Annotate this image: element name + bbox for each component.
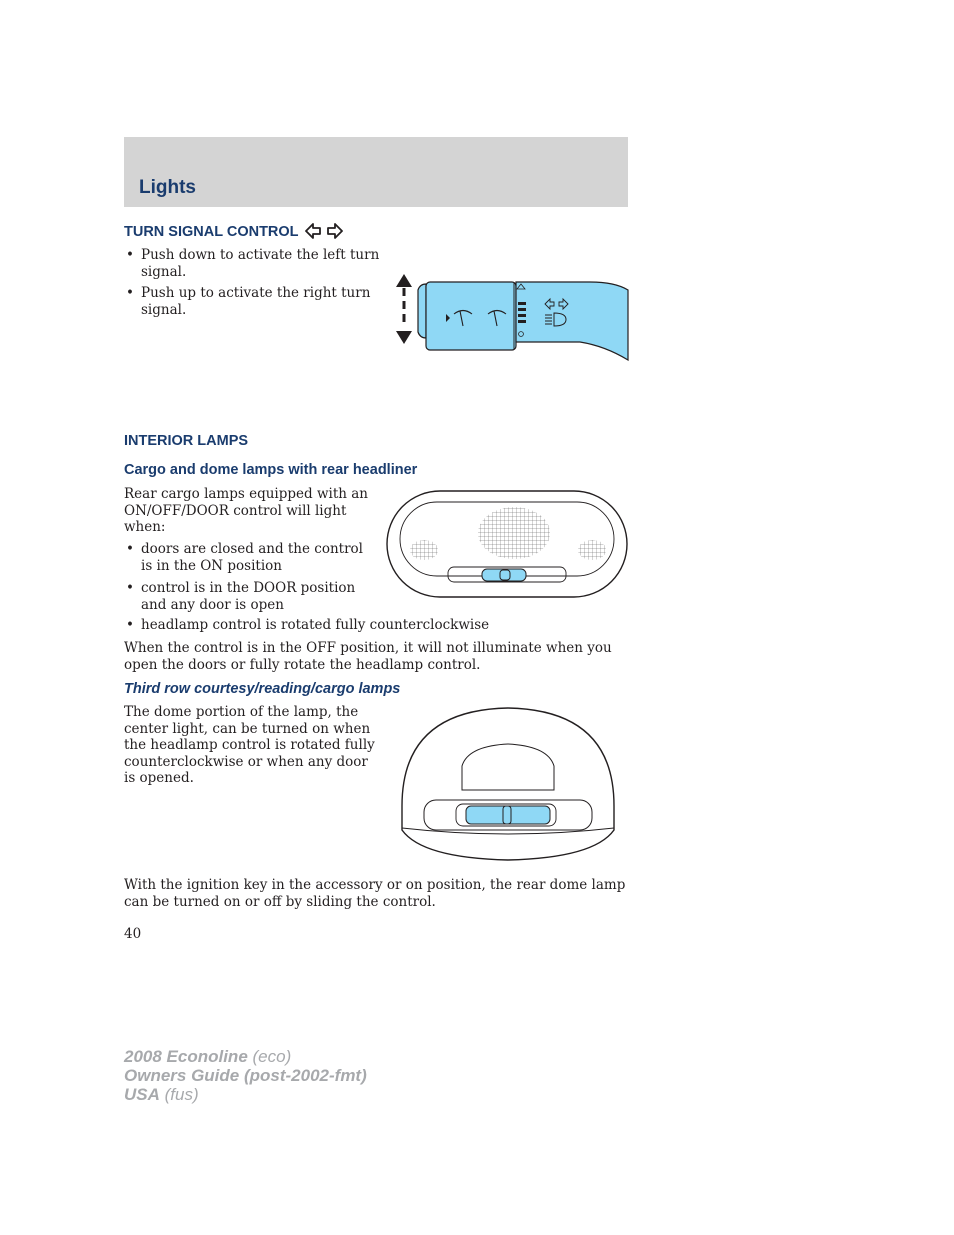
cargo-off-note: When the control is in the OFF position, it will not illuminate when you open the doors or fully rotate the headlamp control. xyxy=(124,640,612,673)
footer-market-code: (fus) xyxy=(164,1085,199,1104)
page-title: Lights xyxy=(139,177,196,198)
footer-market: USA xyxy=(124,1085,160,1104)
ignition-note: With the ignition key in the accessory or on position, the rear dome lamp can be turned on or off by sliding the control. xyxy=(124,877,626,910)
turn-signal-bullets xyxy=(124,247,380,318)
list-item: • headlamp control is rotated fully counterclockwise xyxy=(124,617,624,634)
list-item: • doors are closed and the control is in the ON position xyxy=(124,541,371,574)
footer-guide: Owners Guide (post-2002-fmt) xyxy=(124,1066,367,1085)
cargo-dome-subheading: Cargo and dome lamps with rear headliner xyxy=(124,462,418,478)
footer-model-code: (eco) xyxy=(252,1047,292,1066)
turn-signal-heading-text: TURN SIGNAL CONTROL xyxy=(124,224,299,240)
document-footer xyxy=(124,1047,367,1104)
third-row-body: The dome portion of the lamp, the center light, can be turned on when the headlamp control is rotated fully counterclockwise or when any door is opened. xyxy=(124,704,375,786)
third-row-lamp-illustration xyxy=(398,706,620,864)
section-header-band xyxy=(124,137,628,207)
up-down-arrow-icon xyxy=(396,274,412,344)
page-number: 40 xyxy=(124,926,142,942)
turn-signal-arrows-icon xyxy=(305,222,343,240)
turn-signal-stalk-illustration xyxy=(390,270,630,366)
interior-lamps-heading: INTERIOR LAMPS xyxy=(124,433,249,449)
list-item: • Push down to activate the left turn signal. xyxy=(124,247,380,280)
cargo-intro-text: Rear cargo lamps equipped with an ON/OFF/DOOR control will light when: xyxy=(124,486,368,535)
list-item: • control is in the DOOR position and any door is open xyxy=(124,580,371,613)
footer-line-2 xyxy=(124,1066,367,1085)
list-item: • Push up to activate the right turn signal. xyxy=(124,285,380,318)
footer-line-3 xyxy=(124,1085,367,1104)
third-row-subheading: Third row courtesy/reading/cargo lamps xyxy=(124,681,401,697)
footer-line-1 xyxy=(124,1047,367,1066)
footer-model: 2008 Econoline xyxy=(124,1047,248,1066)
turn-signal-heading xyxy=(124,222,343,240)
cargo-dome-lamp-illustration xyxy=(384,488,630,600)
